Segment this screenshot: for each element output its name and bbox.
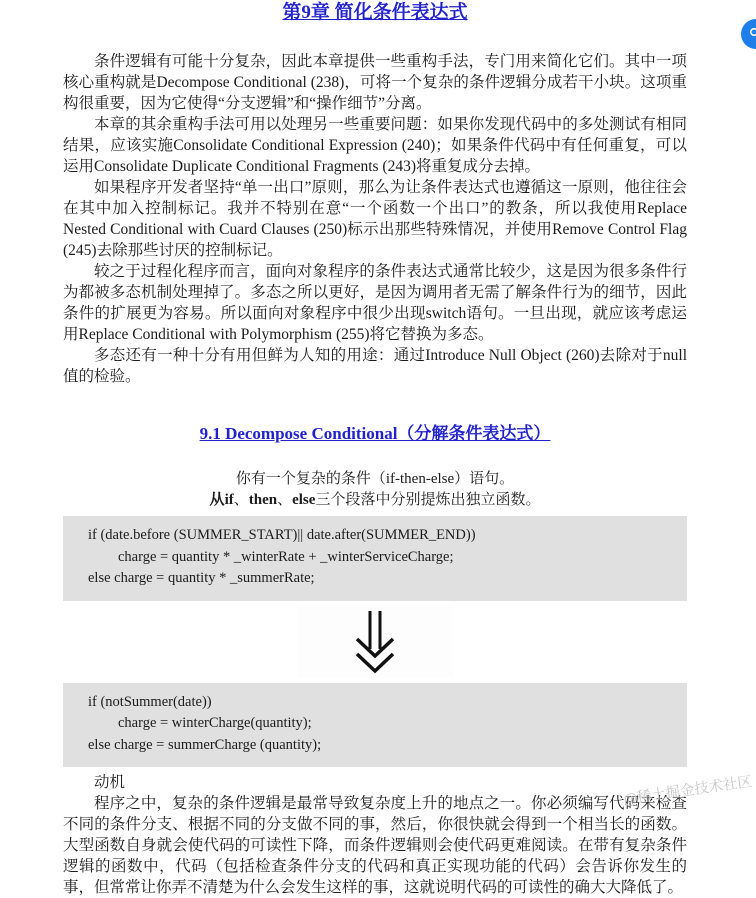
intro-paragraph: 本章的其余重构手法可用以处理另一些重要问题：如果你发现代码中的多处测试有相同结果，应该实施Consolidate Conditional Expression (240)；如果条件代码中有任何重复，可以运用Consolidate Duplicate Conditional Fragments (243)将重复成分去掉。 bbox=[63, 116, 687, 175]
motivation-label: 动机 bbox=[94, 774, 126, 791]
summary-situation-line: 你有一个复杂的条件（if-then-else）语句。 bbox=[235, 471, 515, 487]
code-line: else charge = quantity * _summerRate; bbox=[88, 570, 315, 586]
code-line: charge = winterCharge(quantity); bbox=[118, 715, 312, 731]
double-down-arrow-icon bbox=[349, 609, 401, 675]
code-block-before bbox=[63, 516, 687, 601]
summary-separator: 、 bbox=[233, 492, 249, 508]
code-line: charge = quantity * _winterRate + _winterServiceCharge; bbox=[118, 548, 454, 565]
summary-post: 三个段落中分别提炼出独立函数。 bbox=[315, 492, 541, 508]
intro-section bbox=[63, 51, 687, 387]
intro-paragraph: 条件逻辑有可能十分复杂，因此本章提供一些重构手法，专门用来简化它们。其中一项核心重构就是Decompose Conditional (238)，可将一个复杂的条件逻辑分成若干小块。这项重构很重要，因为它使得“分支逻辑”和“操作细节”分离。 bbox=[63, 53, 687, 112]
section-heading-text: 9.1 Decompose Conditional（分解条件表达式） bbox=[199, 424, 551, 443]
summary-action-line bbox=[63, 490, 687, 511]
code-line: else charge = summerCharge (quantity); bbox=[88, 736, 322, 753]
summary-keyword-if: if bbox=[224, 492, 234, 508]
refactoring-summary bbox=[63, 469, 687, 511]
code-line: if (date.before (SUMMER_START)|| date.after(SUMMER_END)) bbox=[88, 527, 476, 543]
summary-pre: 从 bbox=[209, 492, 225, 508]
code-line: if (notSummer(date)) bbox=[88, 693, 212, 710]
intro-paragraph: 如果程序开发者坚持“单一出口”原则，那么为让条件表达式也遵循这一原则，他往往会在其中加入控制标记。我并不特别在意“一个函数一个出口”的教条，所以我使用Replace Nested Conditional with Cuard Clauses (250)标示出那些特殊情况，并使用Remove Control Flag (245)去除那些讨厌的控制标记。 bbox=[63, 179, 687, 259]
chapter-title-text: 第9章 简化条件表达式 bbox=[282, 2, 468, 23]
code-block-after bbox=[63, 683, 687, 768]
watermark: @稀土掘金技术社区 bbox=[622, 774, 753, 808]
intro-paragraph: 较之于过程化程序而言，面向对象程序的条件表达式通常比较少，这是因为很多条件行为都被多态机制处理掉了。多态之所以更好，是因为调用者无需了解条件行为的细节，因此条件的扩展更为容易。所以面向对象程序中很少出现switch语句。一旦出现，就应该考虑运用Replace Conditional with Polymorphism (255)将它替换为多态。 bbox=[63, 263, 687, 343]
summary-keyword-else: else bbox=[292, 492, 316, 508]
fab-glyph-icon bbox=[748, 26, 756, 42]
chapter-title bbox=[63, 2, 687, 24]
summary-keyword-then: then bbox=[248, 492, 278, 508]
motivation-paragraph: 程序之中，复杂的条件逻辑是最常导致复杂度上升的地点之一。你必须编写代码来检查不同的条件分支、根据不同的分支做不同的事，然后，你很快就会得到一个相当长的函数。大型函数自身就会使代码的可读性下降，而条件逻辑则会使代码更难阅读。在带有复杂条件逻辑的函数中，代码（包括检查条件分支的代码和真正实现功能的代码）会告诉你发生的事，但常常让你弄不清楚为什么会发生这样的事，这就说明代码的可读性的确大大降低了。 bbox=[63, 795, 687, 896]
summary-separator: 、 bbox=[277, 492, 293, 508]
intro-paragraph: 多态还有一种十分有用但鲜为人知的用途：通过Introduce Null Object (260)去除对于null值的检验。 bbox=[63, 347, 687, 385]
section-heading bbox=[63, 423, 687, 445]
transformation-arrow bbox=[298, 606, 453, 678]
